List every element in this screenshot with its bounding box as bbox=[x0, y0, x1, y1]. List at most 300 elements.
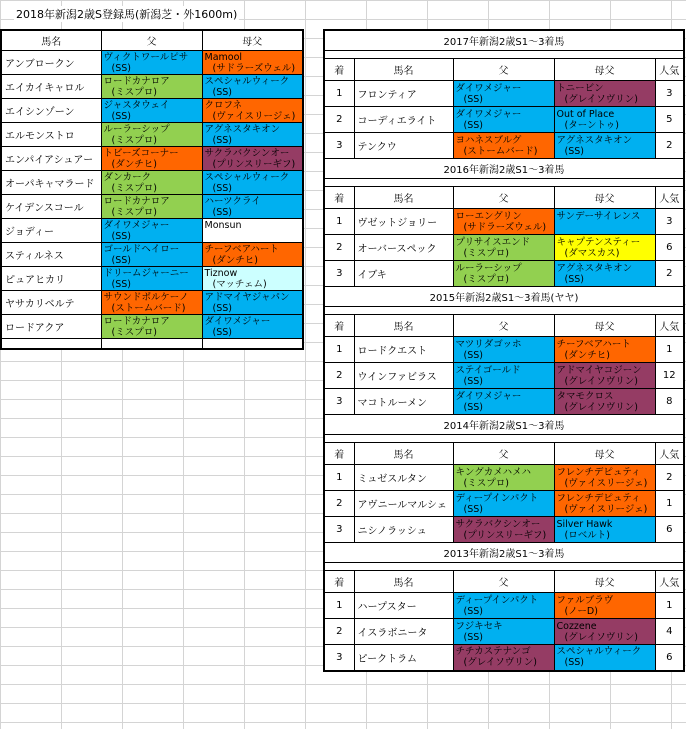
sire-name: ゴールドヘイロー bbox=[103, 243, 180, 255]
finish-position: 1 bbox=[324, 465, 354, 491]
result-row bbox=[324, 491, 684, 517]
damsire-name: ダイワメジャー bbox=[204, 315, 271, 327]
sire-name: ドリームジャーニー bbox=[103, 267, 189, 279]
sheet-title: 2018年新潟2歳S登録馬(新潟芝・外1600m) bbox=[16, 8, 238, 21]
sire-line: (グレイソヴリン) bbox=[463, 657, 537, 669]
damsire-name: フレンチデピュティ bbox=[556, 466, 641, 478]
result-row bbox=[324, 363, 684, 389]
sire-line: (プリンスリーギフ) bbox=[463, 529, 547, 541]
horse-name: エイシンゾーン bbox=[1, 99, 101, 123]
horse-name: テンクウ bbox=[354, 133, 453, 159]
header-damsire: 母父 bbox=[554, 571, 655, 593]
header-damsire: 母父 bbox=[554, 315, 655, 337]
horse-name: アヴニールマルシェ bbox=[354, 491, 453, 517]
damsire-cell bbox=[202, 315, 303, 339]
sire-cell bbox=[453, 107, 554, 133]
sire-name: ディープインパクト bbox=[455, 492, 539, 504]
header-name: 馬名 bbox=[354, 443, 453, 465]
sire-name: フジキセキ bbox=[455, 620, 503, 632]
header-sire: 父 bbox=[101, 30, 202, 51]
result-row bbox=[324, 337, 684, 363]
damsire-cell bbox=[554, 619, 655, 645]
sire-line: (ミスプロ) bbox=[111, 134, 157, 146]
sire-name: ルーラーシップ bbox=[103, 123, 170, 135]
section-spacer bbox=[324, 51, 684, 59]
popularity: 3 bbox=[655, 209, 684, 235]
sire-cell bbox=[101, 75, 202, 99]
header-pop: 人気 bbox=[655, 59, 684, 81]
sire-line: (SS) bbox=[111, 254, 131, 266]
sire-line: (SS) bbox=[463, 605, 483, 617]
damsire-line: (プリンスリーギフ) bbox=[212, 158, 296, 170]
damsire-name: アドマイヤコジーン bbox=[556, 364, 642, 376]
sire-name: マツリダゴッホ bbox=[455, 338, 522, 350]
popularity: 1 bbox=[655, 337, 684, 363]
damsire-line: (ロベルト) bbox=[564, 529, 610, 541]
column-header-row bbox=[324, 571, 684, 593]
header-rank: 着 bbox=[324, 443, 354, 465]
sire-name: プリサイスエンド bbox=[455, 236, 531, 248]
popularity: 2 bbox=[655, 261, 684, 287]
sire-name: ロードカナロア bbox=[103, 75, 170, 87]
sire-line: (SS) bbox=[463, 401, 483, 413]
header-name: 馬名 bbox=[354, 187, 453, 209]
damsire-cell bbox=[202, 219, 303, 243]
sire-name: サクラバクシンオー bbox=[455, 518, 541, 530]
column-header-row bbox=[324, 443, 684, 465]
damsire-name: Silver Hawk bbox=[556, 518, 613, 530]
sire-cell bbox=[101, 219, 202, 243]
sire-cell bbox=[453, 619, 554, 645]
header-sire: 父 bbox=[453, 315, 554, 337]
header-rank: 着 bbox=[324, 571, 354, 593]
damsire-name: Out of Place bbox=[556, 108, 615, 120]
sire-cell bbox=[101, 243, 202, 267]
sire-cell bbox=[453, 133, 554, 159]
damsire-name: トニービン bbox=[556, 82, 604, 94]
sire-name: トビーズコーナー bbox=[103, 147, 179, 159]
damsire-cell bbox=[554, 337, 655, 363]
sire-cell bbox=[453, 491, 554, 517]
damsire-line: (SS) bbox=[212, 206, 232, 218]
damsire-line: (ヴァイスリージェ) bbox=[564, 503, 648, 515]
damsire-line: (マッチェム) bbox=[212, 278, 267, 290]
damsire-name: アグネスタキオン bbox=[556, 134, 633, 146]
horse-row bbox=[1, 171, 303, 195]
header-rank: 着 bbox=[324, 315, 354, 337]
sire-cell bbox=[453, 235, 554, 261]
sire-line: (SS) bbox=[111, 278, 131, 290]
damsire-cell bbox=[554, 645, 655, 671]
column-header-row bbox=[324, 59, 684, 81]
damsire-line: (SS) bbox=[212, 302, 232, 314]
sire-name: キングカメハメハ bbox=[455, 466, 532, 478]
result-row bbox=[324, 235, 684, 261]
header-damsire: 母父 bbox=[202, 30, 303, 51]
horse-row bbox=[1, 243, 303, 267]
damsire-line: (SS) bbox=[212, 182, 232, 194]
horse-name: ニシノラッシュ bbox=[354, 517, 453, 543]
sire-line: (ストームバード) bbox=[463, 145, 538, 157]
damsire-line: (ダマスカス) bbox=[564, 247, 620, 259]
damsire-cell bbox=[202, 147, 303, 171]
header-name: 馬名 bbox=[354, 315, 453, 337]
header-sire: 父 bbox=[453, 187, 554, 209]
finish-position: 2 bbox=[324, 363, 354, 389]
damsire-cell bbox=[554, 389, 655, 415]
horse-name: コーディエライト bbox=[354, 107, 453, 133]
damsire-name: フレンチデピュティ bbox=[556, 492, 641, 504]
header-horse-name: 馬名 bbox=[1, 30, 101, 51]
result-row bbox=[324, 81, 684, 107]
spacer-cell bbox=[324, 51, 684, 59]
sire-name: ジャスタウェイ bbox=[103, 99, 170, 111]
horse-name: エルモンストロ bbox=[1, 123, 101, 147]
damsire-cell bbox=[202, 243, 303, 267]
spacer-cell bbox=[324, 179, 684, 187]
horse-name: ミュゼスルタン bbox=[354, 465, 453, 491]
sire-name: ステイゴールド bbox=[455, 364, 521, 376]
sire-cell bbox=[101, 51, 202, 75]
horse-row bbox=[1, 219, 303, 243]
damsire-line: (ヴァイスリージェ) bbox=[564, 477, 648, 489]
damsire-cell bbox=[202, 195, 303, 219]
section-spacer bbox=[324, 307, 684, 315]
damsire-line: (SS) bbox=[212, 86, 232, 98]
result-row bbox=[324, 261, 684, 287]
empty-row bbox=[1, 339, 303, 349]
section-spacer bbox=[324, 563, 684, 571]
registered-horses-table bbox=[0, 29, 304, 350]
result-row bbox=[324, 619, 684, 645]
sire-line: (ミスプロ) bbox=[463, 477, 509, 489]
damsire-cell bbox=[554, 235, 655, 261]
past-results-table bbox=[323, 29, 685, 672]
header-damsire: 母父 bbox=[554, 443, 655, 465]
damsire-cell bbox=[554, 81, 655, 107]
section-heading-row bbox=[324, 287, 684, 307]
damsire-name: クロフネ bbox=[204, 99, 243, 111]
sire-cell bbox=[453, 337, 554, 363]
sire-cell bbox=[453, 517, 554, 543]
horse-name: アンブロークン bbox=[1, 51, 101, 75]
section-heading-row bbox=[324, 415, 684, 435]
damsire-cell bbox=[554, 261, 655, 287]
sire-name: チチカステナンゴ bbox=[455, 646, 531, 658]
damsire-line bbox=[557, 222, 655, 233]
sire-line: (ミスプロ) bbox=[463, 273, 509, 285]
finish-position: 1 bbox=[324, 593, 354, 619]
damsire-name: アドマイヤジャパン bbox=[204, 291, 290, 303]
result-row bbox=[324, 645, 684, 671]
finish-position: 1 bbox=[324, 81, 354, 107]
sire-name: ロードカナロア bbox=[103, 315, 170, 327]
damsire-name: サクラバクシンオー bbox=[204, 147, 290, 159]
finish-position: 3 bbox=[324, 645, 354, 671]
damsire-cell bbox=[554, 593, 655, 619]
sire-name: ダンカーク bbox=[103, 171, 152, 183]
damsire-name: Tiznow bbox=[204, 267, 238, 279]
finish-position: 3 bbox=[324, 389, 354, 415]
sire-line: (サドラーズウェル) bbox=[463, 221, 547, 233]
sire-name: サウンドボルケーノ bbox=[103, 291, 189, 303]
damsire-cell bbox=[554, 363, 655, 389]
sire-line: (ミスプロ) bbox=[111, 326, 157, 338]
popularity: 2 bbox=[655, 465, 684, 491]
horse-row bbox=[1, 291, 303, 315]
empty-cell bbox=[202, 339, 303, 349]
popularity: 6 bbox=[655, 235, 684, 261]
header-pop: 人気 bbox=[655, 443, 684, 465]
sire-line: (SS) bbox=[111, 62, 131, 74]
damsire-line: (ヴァイスリージェ) bbox=[212, 110, 296, 122]
sire-line: (ミスプロ) bbox=[111, 182, 157, 194]
sire-cell bbox=[453, 81, 554, 107]
damsire-cell bbox=[202, 75, 303, 99]
damsire-name: Monsun bbox=[204, 219, 242, 231]
finish-position: 1 bbox=[324, 337, 354, 363]
sire-cell bbox=[101, 195, 202, 219]
sire-name: ロードカナロア bbox=[103, 195, 170, 207]
horse-name: ヴゼットジョリー bbox=[354, 209, 453, 235]
result-row bbox=[324, 133, 684, 159]
sire-cell bbox=[453, 389, 554, 415]
horse-name: ウインファビラス bbox=[354, 363, 453, 389]
damsire-line: (SS) bbox=[564, 145, 584, 157]
sire-line: (SS) bbox=[463, 349, 483, 361]
finish-position: 1 bbox=[324, 209, 354, 235]
horse-name: フロンティア bbox=[354, 81, 453, 107]
sire-line: (SS) bbox=[111, 110, 131, 122]
horse-row bbox=[1, 195, 303, 219]
header-rank: 着 bbox=[324, 59, 354, 81]
sire-line: (ミスプロ) bbox=[463, 247, 509, 259]
damsire-name: チーフベアハート bbox=[556, 338, 631, 350]
sire-line: (ミスプロ) bbox=[111, 206, 157, 218]
damsire-name: サンデーサイレンス bbox=[556, 210, 641, 222]
horse-row bbox=[1, 51, 303, 75]
spacer-cell bbox=[324, 435, 684, 443]
damsire-name: ファルブラヴ bbox=[556, 594, 614, 606]
damsire-name: スペシャルウィーク bbox=[204, 171, 290, 183]
damsire-line: (SS) bbox=[564, 657, 584, 669]
horse-row bbox=[1, 147, 303, 171]
sire-cell bbox=[101, 315, 202, 339]
sire-name: ダイワメジャー bbox=[455, 82, 522, 94]
sire-name: ローエングリン bbox=[455, 210, 522, 222]
damsire-name: Cozzene bbox=[556, 620, 597, 632]
sire-cell bbox=[453, 465, 554, 491]
section-heading-row bbox=[324, 30, 684, 51]
damsire-cell bbox=[554, 209, 655, 235]
horse-row bbox=[1, 99, 303, 123]
spacer-cell bbox=[324, 563, 684, 571]
result-row bbox=[324, 465, 684, 491]
popularity: 8 bbox=[655, 389, 684, 415]
section-heading: 2013年新潟2歳S1～3着馬 bbox=[324, 543, 684, 563]
horse-name: イスラボニータ bbox=[354, 619, 453, 645]
damsire-line: (グレイソヴリン) bbox=[564, 401, 638, 413]
sire-cell bbox=[101, 267, 202, 291]
header-name: 馬名 bbox=[354, 59, 453, 81]
finish-position: 2 bbox=[324, 491, 354, 517]
horse-name: ピークトラム bbox=[354, 645, 453, 671]
result-row bbox=[324, 389, 684, 415]
sire-cell bbox=[101, 291, 202, 315]
sire-cell bbox=[101, 147, 202, 171]
section-heading: 2014年新潟2歳S1～3着馬 bbox=[324, 415, 684, 435]
sire-cell bbox=[453, 363, 554, 389]
damsire-name: ハーツクライ bbox=[204, 195, 261, 207]
damsire-cell bbox=[554, 491, 655, 517]
damsire-cell bbox=[554, 465, 655, 491]
damsire-name: スペシャルウィーク bbox=[556, 646, 642, 658]
damsire-cell bbox=[202, 123, 303, 147]
sire-cell bbox=[453, 209, 554, 235]
damsire-cell bbox=[202, 291, 303, 315]
section-heading: 2016年新潟2歳S1～3着馬 bbox=[324, 159, 684, 179]
sire-cell bbox=[101, 171, 202, 195]
damsire-line: (SS) bbox=[212, 134, 232, 146]
horse-name: ロードアクア bbox=[1, 315, 101, 339]
damsire-line: (ターントゥ) bbox=[564, 119, 619, 131]
section-heading: 2015年新潟2歳S1～3着馬(ヤヤ) bbox=[324, 287, 684, 307]
damsire-name: チーフベアハート bbox=[204, 243, 279, 255]
sire-name: ディープインパクト bbox=[455, 594, 539, 606]
finish-position: 2 bbox=[324, 619, 354, 645]
horse-name: エイカイキャロル bbox=[1, 75, 101, 99]
damsire-name: キャプテンスティー bbox=[556, 236, 641, 248]
horse-name: エンパイアシュアー bbox=[1, 147, 101, 171]
damsire-line: (グレイソヴリン) bbox=[564, 93, 638, 105]
sire-line: (SS) bbox=[463, 119, 483, 131]
damsire-name: スペシャルウィーク bbox=[204, 75, 290, 87]
horse-row bbox=[1, 315, 303, 339]
horse-name: マコトルーメン bbox=[354, 389, 453, 415]
popularity: 5 bbox=[655, 107, 684, 133]
damsire-line bbox=[205, 231, 303, 242]
header-row bbox=[1, 30, 303, 51]
header-damsire: 母父 bbox=[554, 187, 655, 209]
result-row bbox=[324, 593, 684, 619]
damsire-cell bbox=[554, 517, 655, 543]
horse-name: ジョディー bbox=[1, 219, 101, 243]
sire-line: (SS) bbox=[463, 631, 483, 643]
finish-position: 3 bbox=[324, 133, 354, 159]
column-header-row bbox=[324, 187, 684, 209]
horse-name: スティルネス bbox=[1, 243, 101, 267]
finish-position: 3 bbox=[324, 517, 354, 543]
section-spacer bbox=[324, 179, 684, 187]
damsire-name: アグネスタキオン bbox=[556, 262, 633, 274]
popularity: 1 bbox=[655, 491, 684, 517]
column-header-row bbox=[324, 315, 684, 337]
sire-cell bbox=[453, 593, 554, 619]
horse-row bbox=[1, 123, 303, 147]
horse-name: オーバースペック bbox=[354, 235, 453, 261]
popularity: 1 bbox=[655, 593, 684, 619]
header-sire: 父 bbox=[453, 443, 554, 465]
damsire-line: (グレイソヴリン) bbox=[564, 631, 638, 643]
horse-row bbox=[1, 75, 303, 99]
horse-name: イブキ bbox=[354, 261, 453, 287]
popularity: 6 bbox=[655, 517, 684, 543]
sire-cell bbox=[101, 99, 202, 123]
finish-position: 2 bbox=[324, 235, 354, 261]
sire-line: (SS) bbox=[463, 93, 483, 105]
damsire-line: (SS) bbox=[212, 326, 232, 338]
damsire-cell bbox=[554, 107, 655, 133]
damsire-name: タマモクロス bbox=[556, 390, 614, 402]
damsire-line: (サドラーズウェル) bbox=[212, 62, 296, 74]
spacer-cell bbox=[324, 307, 684, 315]
header-pop: 人気 bbox=[655, 187, 684, 209]
sire-line: (ダンチヒ) bbox=[111, 158, 158, 170]
sire-name: ダイワメジャー bbox=[103, 219, 170, 231]
damsire-cell bbox=[202, 99, 303, 123]
header-pop: 人気 bbox=[655, 571, 684, 593]
sire-line: (SS) bbox=[463, 375, 483, 387]
damsire-name: Mamool bbox=[204, 51, 243, 63]
damsire-name: アグネスタキオン bbox=[204, 123, 281, 135]
empty-cell bbox=[1, 339, 101, 349]
sire-name: ルーラーシップ bbox=[455, 262, 522, 274]
sire-name: ダイワメジャー bbox=[455, 390, 522, 402]
sire-line: (SS) bbox=[463, 503, 483, 515]
sire-line: (SS) bbox=[111, 230, 131, 242]
damsire-cell bbox=[202, 171, 303, 195]
horse-name: オーパキャマラード bbox=[1, 171, 101, 195]
header-rank: 着 bbox=[324, 187, 354, 209]
popularity: 4 bbox=[655, 619, 684, 645]
damsire-line: (ノーD) bbox=[564, 605, 598, 617]
result-row bbox=[324, 517, 684, 543]
damsire-line: (ダンチヒ) bbox=[564, 349, 611, 361]
horse-name: ケイデンスコール bbox=[1, 195, 101, 219]
horse-name: ハープスター bbox=[354, 593, 453, 619]
damsire-cell bbox=[202, 267, 303, 291]
header-name: 馬名 bbox=[354, 571, 453, 593]
result-row bbox=[324, 107, 684, 133]
popularity: 3 bbox=[655, 81, 684, 107]
sire-name: ヴィクトワールピサ bbox=[103, 51, 189, 63]
header-damsire: 母父 bbox=[554, 59, 655, 81]
popularity: 6 bbox=[655, 645, 684, 671]
header-sire: 父 bbox=[453, 571, 554, 593]
horse-row bbox=[1, 267, 303, 291]
sire-line: (ミスプロ) bbox=[111, 86, 157, 98]
damsire-cell bbox=[202, 51, 303, 75]
damsire-line: (ダンチヒ) bbox=[212, 254, 259, 266]
finish-position: 2 bbox=[324, 107, 354, 133]
section-heading-row bbox=[324, 159, 684, 179]
sire-cell bbox=[453, 645, 554, 671]
horse-name: ヤサカリベルテ bbox=[1, 291, 101, 315]
empty-cell bbox=[101, 339, 202, 349]
header-sire: 父 bbox=[453, 59, 554, 81]
sire-name: ヨハネスブルグ bbox=[455, 134, 522, 146]
section-heading: 2017年新潟2歳S1～3着馬 bbox=[324, 30, 684, 51]
sire-name: ダイワメジャー bbox=[455, 108, 522, 120]
finish-position: 3 bbox=[324, 261, 354, 287]
damsire-line: (グレイソヴリン) bbox=[564, 375, 638, 387]
horse-name: ロードクエスト bbox=[354, 337, 453, 363]
horse-name: ピュアヒカリ bbox=[1, 267, 101, 291]
sire-line: (ストームバード) bbox=[111, 302, 186, 314]
sire-cell bbox=[101, 123, 202, 147]
sire-cell bbox=[453, 261, 554, 287]
header-pop: 人気 bbox=[655, 315, 684, 337]
